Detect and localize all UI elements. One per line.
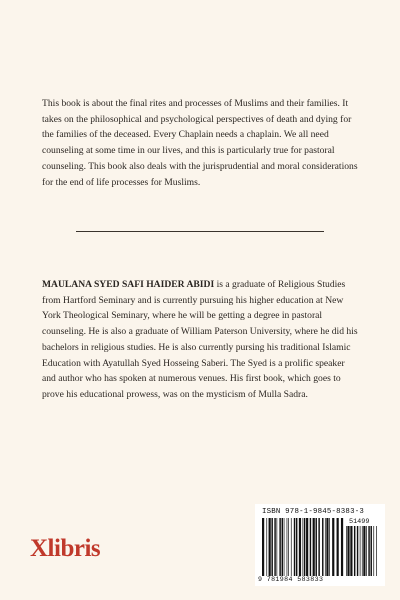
barcode-bar: [291, 518, 292, 576]
barcode-bar: [299, 518, 301, 576]
barcode-bar: [274, 518, 275, 576]
barcode-bar: [310, 518, 311, 576]
barcode-bar: [284, 518, 285, 576]
barcode-bar: [357, 526, 358, 576]
barcode-bar: [360, 526, 361, 576]
divider-rule: [76, 231, 324, 232]
barcode-bar: [294, 518, 295, 576]
barcode-bar: [296, 518, 297, 576]
barcode-bar: [306, 518, 308, 576]
barcode-bar: [262, 518, 264, 576]
barcode-bar: [371, 526, 372, 576]
barcode-bar: [287, 518, 288, 576]
barcode-bar: [304, 518, 305, 576]
barcode-bar: [325, 518, 326, 576]
barcode-bar: [279, 518, 280, 576]
barcode-bar: [341, 518, 343, 576]
barcode-bar: [347, 526, 349, 576]
barcode-bar: [326, 518, 328, 576]
barcode-bar: [329, 518, 330, 576]
barcode-bar: [376, 526, 377, 576]
author-bio-text: is a graduate of Religious Studies from Hartford Seminary and is currently pursuing his higher education at New York Theological Seminary, where he will be getting a degree in pastoral counseling. He is also a graduate of William Paterson University, where he did his bachelors in religious studies. He is also currently pursing his traditional Islamic Education with Ayatullah Syed Hosseing Saberi. The Syed is a prolific speaker and author who has spoken at numerous venues. His first book, which goes to prove his educational prowess, was on the mysticism of Mulla Sadra.: [42, 279, 358, 400]
barcode-bar: [318, 518, 319, 576]
barcode-bar: [288, 518, 289, 576]
barcode-bar: [368, 526, 369, 576]
barcode-bar: [266, 518, 267, 576]
barcode-bar: [332, 518, 334, 576]
barcode-bar: [363, 526, 365, 576]
barcode-bar: [313, 518, 315, 576]
barcode-bar: [277, 518, 278, 576]
barcode-bar: [303, 518, 304, 576]
barcode-bar: [362, 526, 363, 576]
ean-barcode-bars: [262, 518, 344, 576]
barcode-bar: [271, 518, 272, 576]
author-bio: [42, 277, 360, 403]
isbn-label: ISBN 978-1-9845-8383-3: [262, 508, 364, 516]
publisher-logo: Xlibris: [30, 535, 101, 562]
ean-number: 9 781984 583833: [258, 576, 324, 583]
back-cover-blurb: This book is about the final rites and processes of Muslims and their families. It takes on the philosophical and psychological perspectives of death and dying for the families of the deceased. Every Chaplain needs a chaplain. We all need counseling at some time in our lives, and this is particularly true for pastoral counseling. This book also deals with the jurisprudential and moral considerations for the end of life processes for Muslims.: [42, 98, 358, 188]
barcode-bar: [337, 518, 339, 576]
barcode-bar: [373, 526, 374, 576]
barcode-bar: [346, 526, 347, 576]
author-name: MAULANA SYED SAFI HAIDER ABIDI: [42, 279, 215, 290]
barcode-bar: [269, 518, 271, 576]
barcode-bar: [322, 518, 323, 576]
barcode-bar: [350, 526, 352, 576]
barcode-addon-number: 51499: [349, 518, 370, 526]
barcode-bar: [282, 518, 283, 576]
barcode-bar: [354, 526, 355, 576]
barcode-bar: [366, 526, 367, 576]
addon-barcode-bars: [346, 526, 378, 576]
barcode-bar: [316, 518, 317, 576]
